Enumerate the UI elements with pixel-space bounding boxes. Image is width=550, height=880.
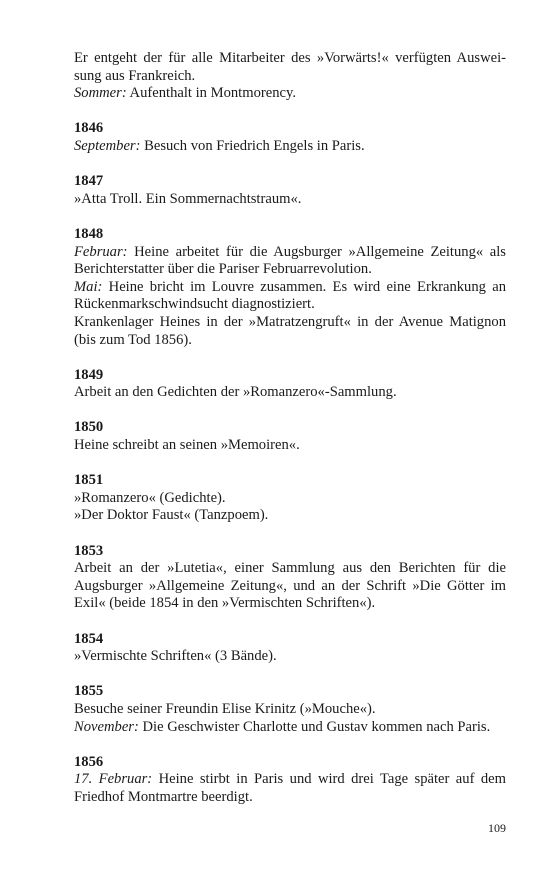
intro-line: sung aus Frankreich. [74,67,196,84]
intro-summer-item [74,85,506,103]
entry-year: 1856 [74,753,104,770]
entry-item: Arbeit an der »Lutetia«, einer Sammlung aus den Berichten für die Augsburger »Allgemeine Zeitung«, und an der Schrift »Die Götter im Exil« (beide 1854 in den »Vermischten Schriften«). [74,560,506,612]
chronology-entry-1847 [74,173,506,208]
item-text: Aufenthalt in Montmorency. [126,85,296,102]
chronology-entry-1851 [74,472,506,525]
chronology-entry-1849 [74,367,506,402]
page-number: 109 [488,821,506,835]
item-label: Sommer: [74,85,127,102]
entry-year: 1846 [74,120,104,137]
entry-item: »Atta Troll. Ein Sommernachtstraum«. [74,190,302,207]
chronology-entry-1856 [74,754,506,807]
item-label: September: [74,137,141,154]
entry-item [74,244,506,279]
entry-year: 1848 [74,225,104,242]
chronology-entry-1850 [74,419,506,454]
chronology-entry-1848 [74,226,506,349]
chronology-entry-1855 [74,683,506,736]
entry-year: 1849 [74,366,104,383]
entry-year: 1850 [74,419,104,436]
item-label: November: [74,718,139,735]
entry-year: 1851 [74,472,104,489]
item-text: Die Geschwister Charlotte und Gustav kommen nach Paris. [138,718,491,735]
entry-item [74,719,506,737]
item-text: Heine stirbt in Paris und wird drei Tage später auf dem Friedhof Montmartre beerdigt. [74,771,506,805]
page-body [74,50,506,807]
entry-item: »Romanzero« (Gedichte). [74,489,226,506]
item-label: 17. Februar: [74,771,153,788]
entry-item: Besuche seiner Freundin Elise Krinitz (»Mouche«). [74,700,376,717]
entry-year: 1854 [74,630,104,647]
intro-line: Er entgeht der für alle Mitarbeiter des »Vorwärts!« verfügten Auswei- [74,50,506,66]
intro-paragraph [74,50,506,103]
chronology-entry-1846 [74,120,506,155]
item-label: Mai: [74,278,103,295]
item-label: Februar: [74,243,128,260]
entry-item: Arbeit an den Gedichten der »Romanzero«-Sammlung. [74,384,397,401]
item-text: Besuch von Friedrich Engels in Paris. [140,137,365,154]
entry-item: Heine schreibt an seinen »Memoiren«. [74,437,300,454]
chronology-entry-1854 [74,631,506,666]
entry-item [74,771,506,806]
entry-year: 1855 [74,683,104,700]
entry-item: Krankenlager Heines in der »Matratzengruft« in der Avenue Matignon (bis zum Tod 1856). [74,313,506,348]
item-text: Heine bricht im Louvre zusammen. Es wird eine Erkrankung an Rückenmarkschwindsucht diagnostiziert. [74,278,506,313]
item-text: Heine arbeitet für die Augsburger »Allgemeine Zeitung« als Berichterstatter über die Pariser Februarrevolution. [74,243,506,278]
entry-item: »Vermischte Schriften« (3 Bände). [74,648,277,665]
entry-item [74,279,506,314]
chronology-entry-1853 [74,543,506,613]
entry-item: »Der Doktor Faust« (Tanzpoem). [74,507,269,524]
entry-item [74,138,506,156]
entry-year: 1853 [74,542,104,559]
entry-year: 1847 [74,173,104,190]
